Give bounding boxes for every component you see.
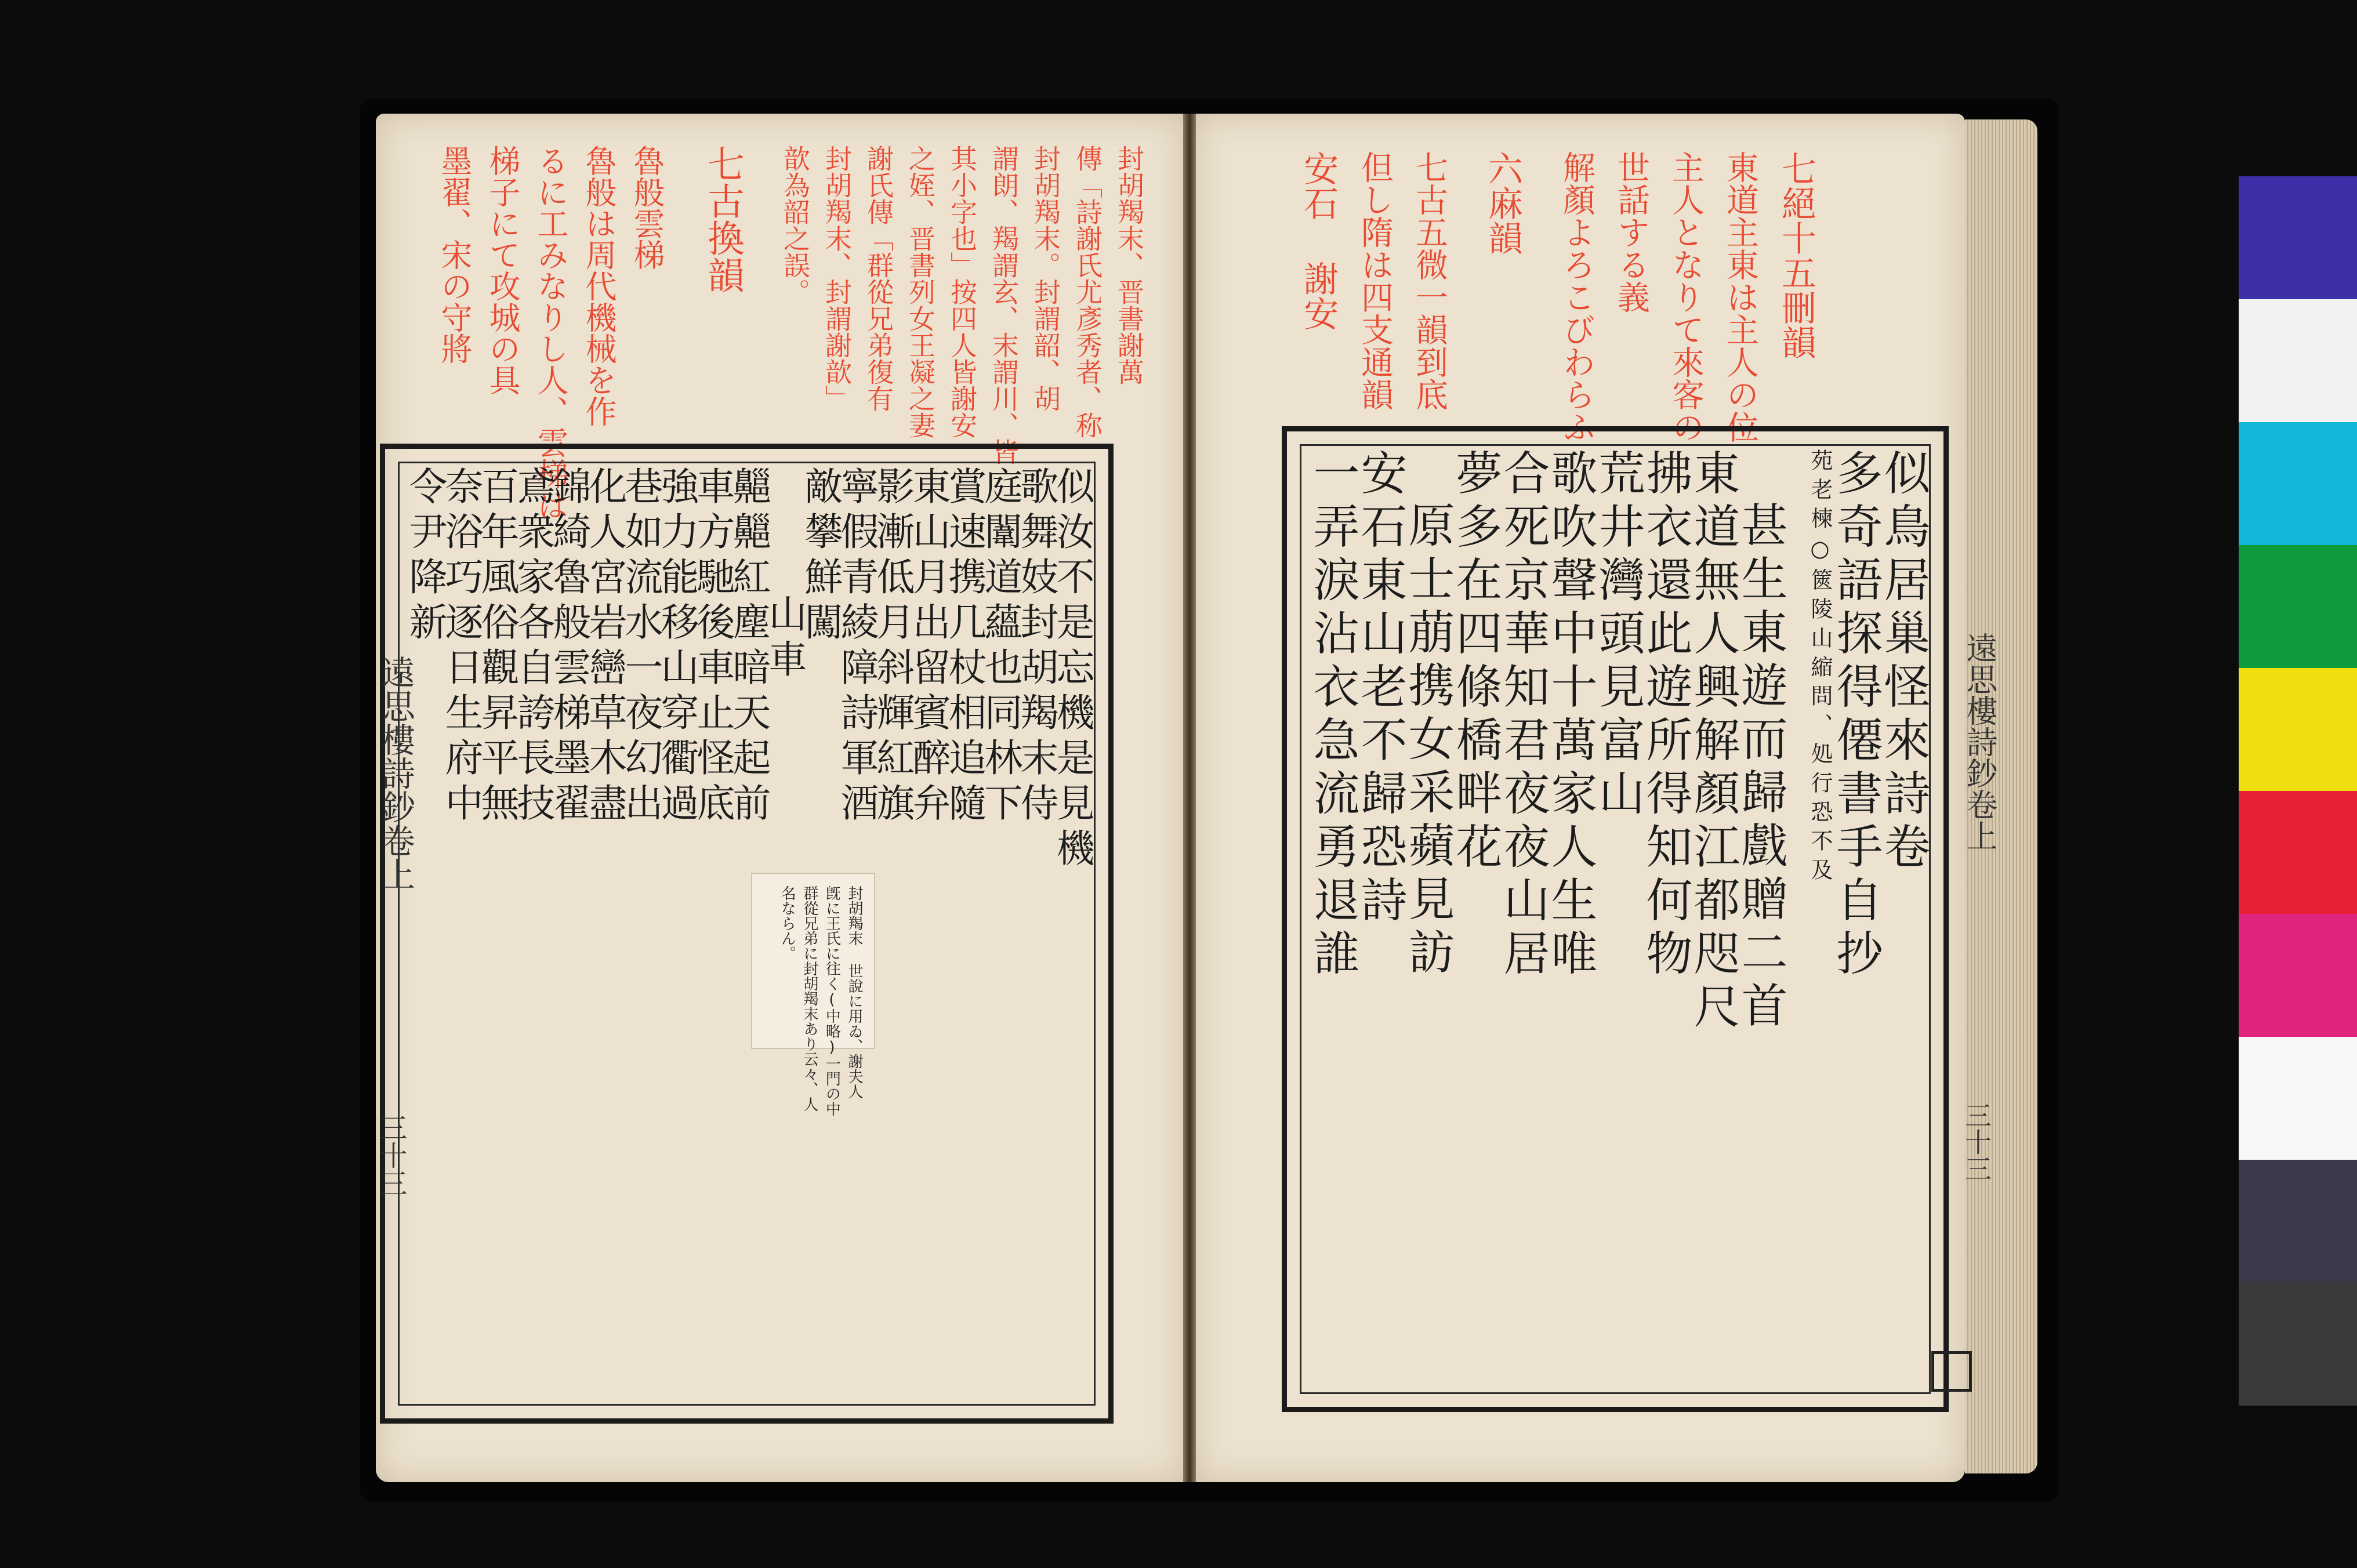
color-swatch [2239, 422, 2357, 545]
color-swatch [2239, 791, 2357, 914]
slip-line: 群從兄弟に封胡羯末あり云々、人 [800, 885, 818, 1112]
red-note: 魯般は周代機械を作 [581, 145, 617, 427]
red-note: 封胡羯末、晋書謝萬 [1114, 145, 1145, 385]
text-column: 似鳥居巢怪來詩卷 [1876, 449, 1930, 876]
red-note: 世話する義 [1612, 151, 1650, 313]
red-note: 東道主東は主人の位 [1721, 151, 1759, 443]
red-note: 七古五微一韻到底 [1410, 151, 1448, 411]
text-column: 奈浴巧逐日生府中 [438, 466, 483, 828]
color-swatch [2239, 1160, 2357, 1283]
text-column: 夢多在四條橋畔花 [1448, 449, 1502, 876]
text-column: 敵攀鮮闖 [798, 466, 843, 647]
red-note: 歆為韶之誤。 [779, 145, 811, 305]
red-note: るに工みなりし人、雲梯は [532, 145, 569, 521]
text-column: 東道無人興解顏江都咫尺 [1686, 449, 1740, 1036]
color-swatch [2239, 1037, 2357, 1160]
text-column: 化人宮岩巒草木盡 [582, 466, 627, 828]
text-column: 強力能移山穿衢過 [654, 466, 699, 828]
text-column: 庭闈道蘊也同林下 [978, 466, 1022, 828]
text-column: 苑老楝○篋陵山縮問、処行恐不及 [1807, 449, 1833, 887]
poem-title: 甚生東遊而歸戲贈二首 [1734, 501, 1787, 1035]
text-column: 錦綺魯般雲梯墨翟 [546, 466, 591, 828]
right-text-frame [1282, 426, 1949, 1412]
red-note: 主人となりて來客の [1667, 151, 1705, 443]
red-note: 之姪、晋書列女王凝之妻 [905, 145, 936, 438]
red-note: 六麻韻 [1482, 151, 1523, 255]
text-column: 百年風俗觀昇平無 [474, 466, 519, 828]
color-swatch [2239, 176, 2357, 299]
text-column: 賞速携几杖相追隨 [942, 466, 987, 828]
left-red-notes [429, 145, 1148, 521]
red-note: 墨翟、宋の守將 [436, 145, 473, 364]
slip-line: 封胡羯末 世說に用ゐ、謝夫人 [846, 885, 863, 1099]
red-note: 封胡羯末、封謂謝歆」 [821, 145, 853, 412]
text-column: 齆齆紅塵暗天起前 [726, 466, 771, 828]
color-swatch [2239, 1283, 2357, 1406]
text-column: 東山月出留賓醉弁 [906, 466, 951, 828]
red-note: 但し隋は四支通韻 [1356, 151, 1394, 411]
right-side-label: 遠思樓詩鈔卷上 [1961, 632, 1998, 851]
text-column: 多奇語探得僊書手自抄 [1829, 449, 1883, 982]
text-column: 寧假青綾障詩軍酒 [834, 466, 879, 828]
poem-title: 山車 [762, 594, 807, 684]
red-note: 解顏よろこびわらふ [1558, 151, 1595, 443]
text-column: 令尹降新 [402, 466, 447, 647]
right-folio: 三十三 [1961, 1102, 1992, 1182]
text-column: 影漸低月斜輝紅旗 [870, 466, 915, 828]
text-column: 似汝不是忘機是見機 [1050, 466, 1094, 873]
right-main-columns [1304, 449, 1930, 1389]
red-note: 魯般雲梯 [629, 145, 665, 270]
left-text-frame [380, 444, 1114, 1424]
text-column: 拂衣還此遊所得知何物 [1638, 449, 1692, 982]
text-column: 荒井灣頭見富山 [1591, 449, 1645, 822]
text-column: 鳶衆家各自誇長技 [510, 466, 555, 828]
red-note: 封胡羯末。封謂韶、胡 [1030, 145, 1061, 412]
red-note: 梯子にて攻城の具 [484, 145, 521, 395]
red-note: 其小字也」按四人皆謝安 [947, 145, 978, 438]
text-column: 一弄淚沾衣急流勇退誰 [1306, 449, 1359, 982]
text-column: 合死京華知君夜夜山居 [1496, 449, 1550, 982]
color-swatch [2239, 299, 2357, 422]
red-note: 謂朗、羯謂玄、末謂川、皆 [988, 145, 1020, 465]
red-note: 謝氏傳「群從兄弟復有 [863, 145, 894, 412]
color-swatch [2239, 545, 2357, 668]
text-column: 車方馳後車止怪底 [690, 466, 735, 828]
red-note: 安石 謝安 [1298, 151, 1339, 331]
color-calibration-chart [2239, 176, 2357, 1406]
slip-text [764, 885, 863, 1116]
square-seal-icon [1931, 1351, 1972, 1392]
text-column: 安石東山老不歸恐詩 [1353, 449, 1407, 929]
book-gutter [1183, 114, 1196, 1482]
right-red-notes [1241, 151, 1821, 447]
color-swatch [2239, 914, 2357, 1037]
red-note: 七絕十五刪韻 [1776, 151, 1816, 360]
slip-line: 名ならん。 [778, 885, 796, 961]
slip-line: 旣に王氏に往く(中略)一門の中 [823, 885, 841, 1116]
text-column: 歌吹聲中十萬家人生唯 [1543, 449, 1597, 982]
poem-title: 原士萠携女采蘋見訪 [1401, 501, 1455, 981]
red-note: 傳「詩謝氏尤彥秀者、称 [1072, 145, 1103, 438]
text-column: 巷如流水一夜幻出 [618, 466, 663, 828]
left-folio: 三十三 [375, 1113, 407, 1197]
red-note: 七古換韻 [701, 145, 744, 293]
annotation-slip [751, 873, 875, 1116]
left-main-columns [402, 466, 1094, 1401]
left-side-label: 遠思樓詩鈔卷上 [376, 655, 415, 891]
color-swatch [2239, 668, 2357, 791]
text-column: 歌舞妓封胡羯末侍 [1014, 466, 1058, 828]
